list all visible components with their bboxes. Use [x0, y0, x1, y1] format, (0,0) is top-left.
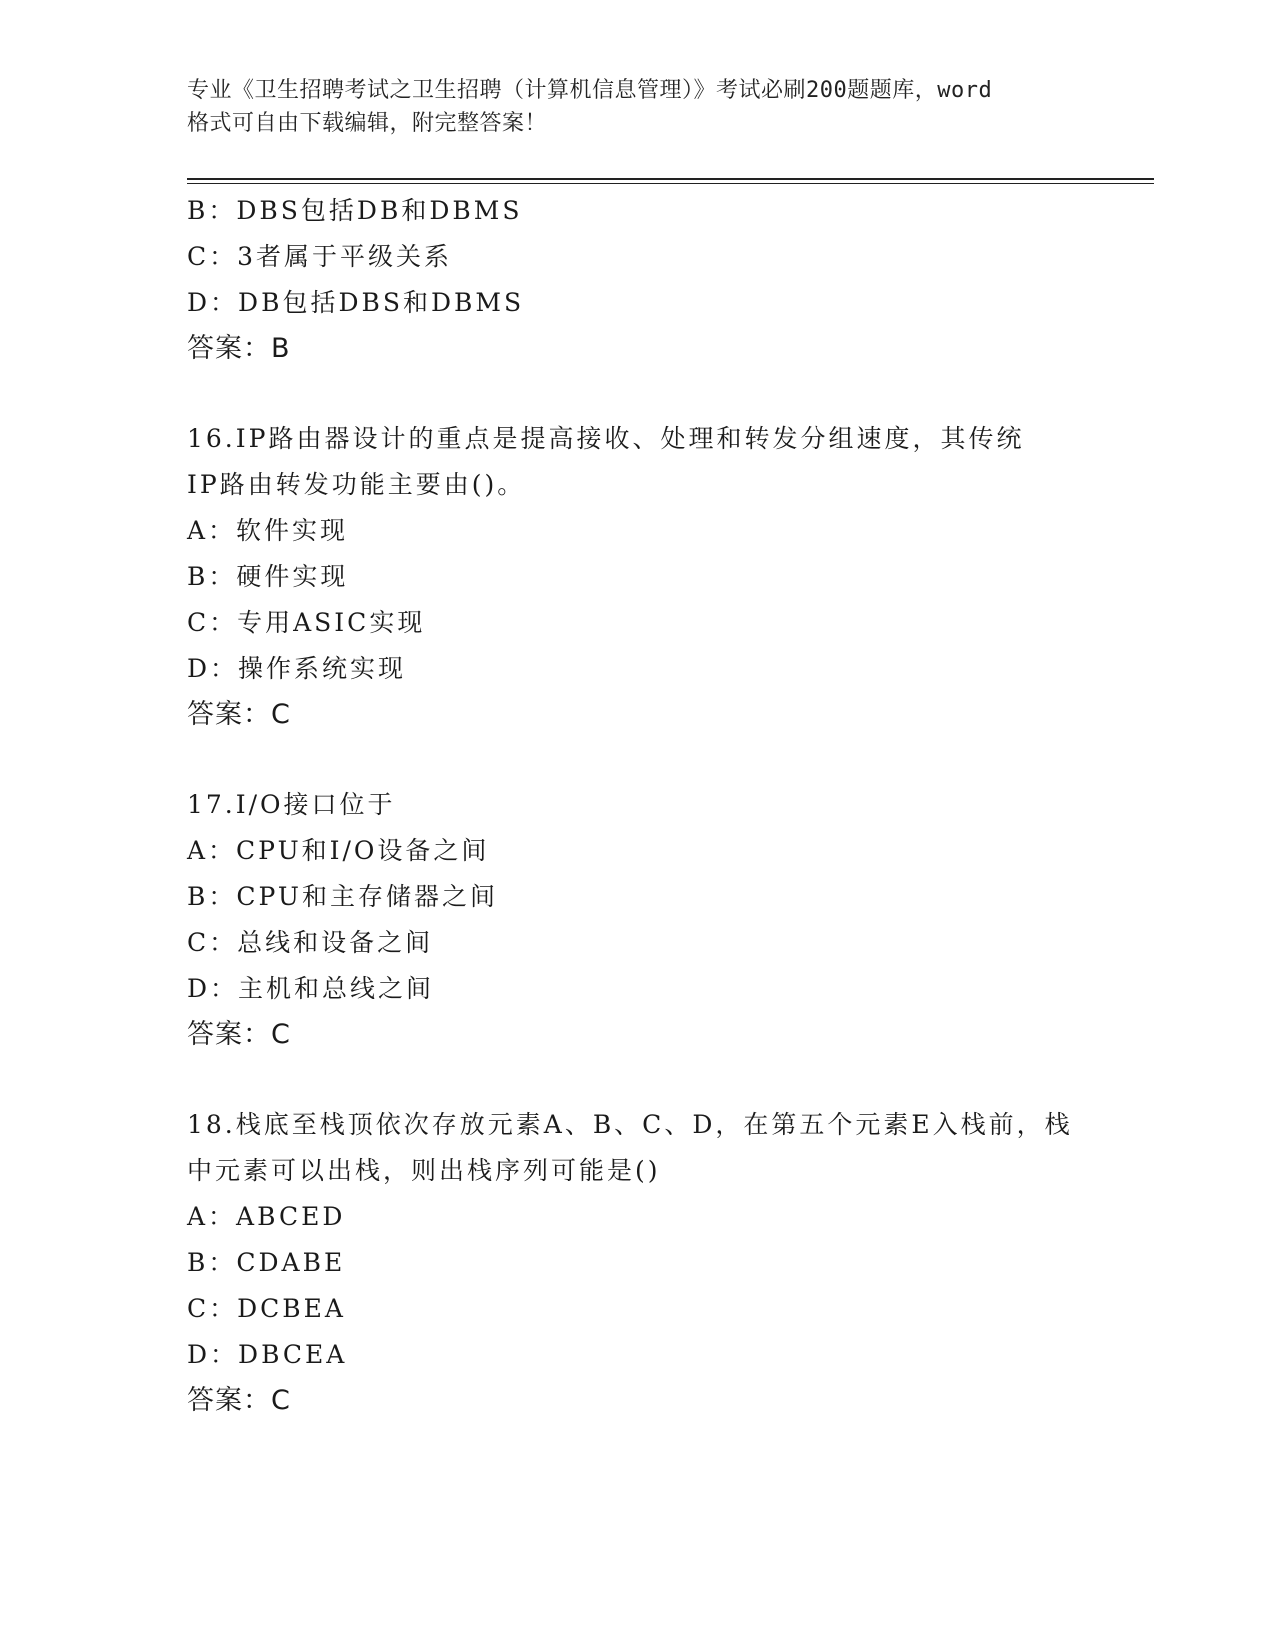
option-b: B：DBS包括DB和DBMS [187, 196, 523, 225]
question-stem: 16.IP路由器设计的重点是提高接收、处理和转发分组速度，其传统 [187, 424, 1025, 453]
answer-line: 答案：C [187, 699, 291, 730]
header-rule-thick [187, 178, 1154, 180]
option-d: D：DB包括DBS和DBMS [187, 288, 525, 317]
option-a: A：ABCED [187, 1202, 346, 1231]
option-d: D：主机和总线之间 [187, 974, 435, 1003]
question-stem-continued: 中元素可以出栈，则出栈序列可能是() [187, 1156, 661, 1185]
header-line-1: 专业《卫生招聘考试之卫生招聘（计算机信息管理）》考试必刷200题题库，word [187, 78, 993, 103]
option-d: D：操作系统实现 [187, 654, 407, 683]
question-17 [187, 782, 1087, 1058]
question-stem: 18.栈底至栈顶依次存放元素A、B、C、D，在第五个元素E入栈前，栈 [187, 1110, 1073, 1139]
answer-line: 答案：B [187, 333, 291, 364]
question-18 [187, 1102, 1087, 1424]
option-c: C：总线和设备之间 [187, 928, 434, 957]
option-c: C：3者属于平级关系 [187, 242, 453, 271]
question-16 [187, 416, 1087, 738]
option-c: C：专用ASIC实现 [187, 608, 426, 637]
answer-line: 答案：C [187, 1385, 291, 1416]
header-rule-thin [187, 183, 1154, 184]
question-15-continued [187, 188, 1087, 372]
option-b: B：硬件实现 [187, 562, 349, 591]
option-b: B：CPU和主存储器之间 [187, 882, 498, 911]
question-list [187, 188, 1087, 1424]
option-a: A：软件实现 [187, 516, 349, 545]
question-stem: 17.I/O接口位于 [187, 790, 396, 819]
question-stem-continued: IP路由转发功能主要由()。 [187, 470, 526, 499]
option-c: C：DCBEA [187, 1294, 346, 1323]
option-a: A：CPU和I/O设备之间 [187, 836, 490, 865]
document-header [187, 74, 1117, 140]
option-d: D：DBCEA [187, 1340, 348, 1369]
header-line-2: 格式可自由下载编辑，附完整答案！ [187, 111, 548, 136]
answer-line: 答案：C [187, 1019, 291, 1050]
option-b: B：CDABE [187, 1248, 346, 1277]
